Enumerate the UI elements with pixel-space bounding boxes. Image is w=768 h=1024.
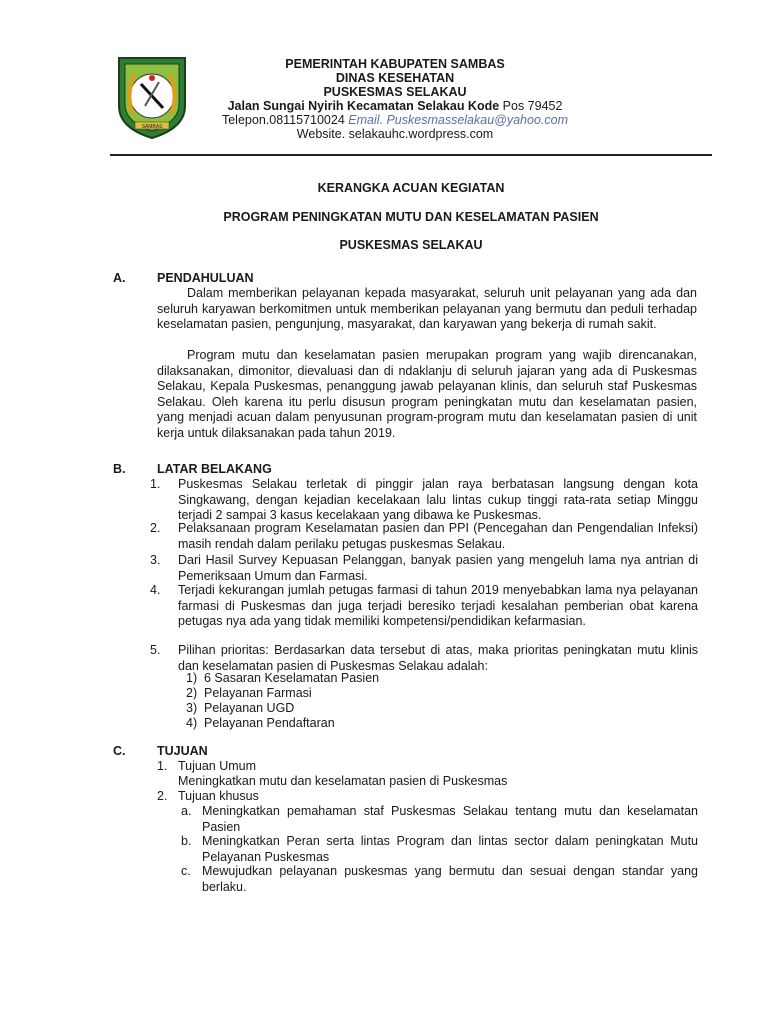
section-a-paragraph-2: Program mutu dan keselamatan pasien merupakan program yang wajib direncanakan, dilaksanakan, dimonitor, dievaluasi dan di ndaklanju di seluruh jajaran yang ada di Puskesmas Selakau, Kepala Puskesmas, penanggung jawab pelayanan klinis, dan seluruh staf Puskesmas Selakau. Oleh karena itu perlu disusun program peningkatan mutu dan keselamatan pasien, yang menjadi acuan dalam penyusunan program-program mutu dan keselamatan pasien di unit kerja untuk dilaksanakan pada tahun 2019. [157,348,697,440]
letterhead-puskesmas: PUSKESMAS SELAKAU [323,85,467,99]
institution-title: PUSKESMAS SELAKAU [339,238,483,252]
letterhead-contact [200,113,590,127]
sublist-number: 3) [186,701,198,715]
sublist-letter: a. [181,804,192,818]
list-number: 2. [150,521,161,535]
address-postcode: Pos 79452 [499,99,563,113]
letterhead-address [200,99,590,113]
sublist-item: Pelayanan UGD [204,701,295,715]
sublist-item: Meningkatkan Peran serta lintas Program dan lintas sector dalam peningkatan Mutu Pelayanan Puskesmas [202,834,698,864]
sublist-letter: c. [181,864,191,878]
list-item: Puskesmas Selakau terletak di pinggir jalan raya berbatasan langsung dengan kota Singkawang, dengan kejadian kecelakaan lalu lintas cukup tinggi rata-rata setiap Minggu terjadi 2 sampai 3 kasus kecelakaan yang dibawa ke Puskesmas. [178,477,698,522]
list-item: Terjadi kekurangan jumlah petugas farmasi di tahun 2019 menyebabkan lama nya pelayanan farmasi di Puskesmas dan juga terjadi beresiko terjadi kesalahan pemberian obat karena petugas nya ada yang tidak memiliki kompetensi/pendidikan kefarmasian. [178,583,698,628]
sambas-emblem-icon [113,54,191,140]
section-a-paragraph-1: Dalam memberikan pelayanan kepada masyarakat, seluruh unit pelayanan yang ada dan seluruh karyawan berkomitmen untuk memberikan pelayanan yang bermutu dan peduli terhadap keselamatan pasien, pengunjung, masyarakat, dan karyawan yang bekerja di rumah sakit. [157,286,697,331]
letterhead-divider [110,154,712,156]
sublist-number: 1) [186,671,198,685]
program-title: PROGRAM PENINGKATAN MUTU DAN KESELAMATAN PASIEN [223,210,599,224]
section-a-letter: A. [113,271,126,285]
list-item: Pelaksanaan program Keselamatan pasien dan PPI (Pencegahan dan Pengendalian Infeksi) masih rendah dalam perilaku petugas puskesmas Selakau. [178,521,698,551]
email-address: Email. Puskesmasselakau@yahoo.com [348,113,568,127]
list-number: 5. [150,643,161,657]
section-c-title: TUJUAN [157,744,208,758]
general-objective-text: Meningkatkan mutu dan keselamatan pasien di Puskesmas [178,774,508,788]
list-number: 1. [157,759,168,773]
sublist-number: 2) [186,686,198,700]
section-a-title: PENDAHULUAN [157,271,254,285]
letterhead-website: Website. selakauhc.wordpress.com [296,127,494,141]
sublist-item: 6 Sasaran Keselamatan Pasien [204,671,380,685]
general-objective-title: Tujuan Umum [178,759,257,773]
list-item: Dari Hasil Survey Kepuasan Pelanggan, banyak pasien yang mengeluh lama nya antrian di Pemeriksaan Umum dan Farmasi. [178,553,698,583]
sublist-item: Pelayanan Farmasi [204,686,312,700]
letterhead-department: DINAS KESEHATAN [335,71,455,85]
sublist-item: Meningkatkan pemahaman staf Puskesmas Selakau tentang mutu dan keselamatan Pasien [202,804,698,834]
emblem-label: SAMBAS [141,124,163,130]
list-item: Pilihan prioritas: Berdasarkan data tersebut di atas, maka prioritas peningkatan mutu klinis dan keselamatan pasien di Puskesmas Selakau adalah: [178,643,698,673]
phone-number: Telepon.08115710024 [221,113,349,127]
list-number: 2. [157,789,168,803]
list-number: 3. [150,553,161,567]
list-number: 4. [150,583,161,597]
address-bold: Jalan Sungai Nyirih Kecamatan Selakau Kode [227,99,500,113]
sublist-number: 4) [186,716,198,730]
specific-objectives-title: Tujuan khusus [178,789,259,803]
sublist-item: Mewujudkan pelayanan puskesmas yang bermutu dan sesuai dengan standar yang berlaku. [202,864,698,894]
document-title: KERANGKA ACUAN KEGIATAN [317,181,505,195]
list-number: 1. [150,477,161,491]
section-c-letter: C. [113,744,126,758]
sublist-letter: b. [181,834,192,848]
section-b-letter: B. [113,462,126,476]
sublist-item: Pelayanan Pendaftaran [204,716,335,730]
section-b-title: LATAR BELAKANG [157,462,272,476]
letterhead-government: PEMERINTAH KABUPATEN SAMBAS [285,57,505,71]
